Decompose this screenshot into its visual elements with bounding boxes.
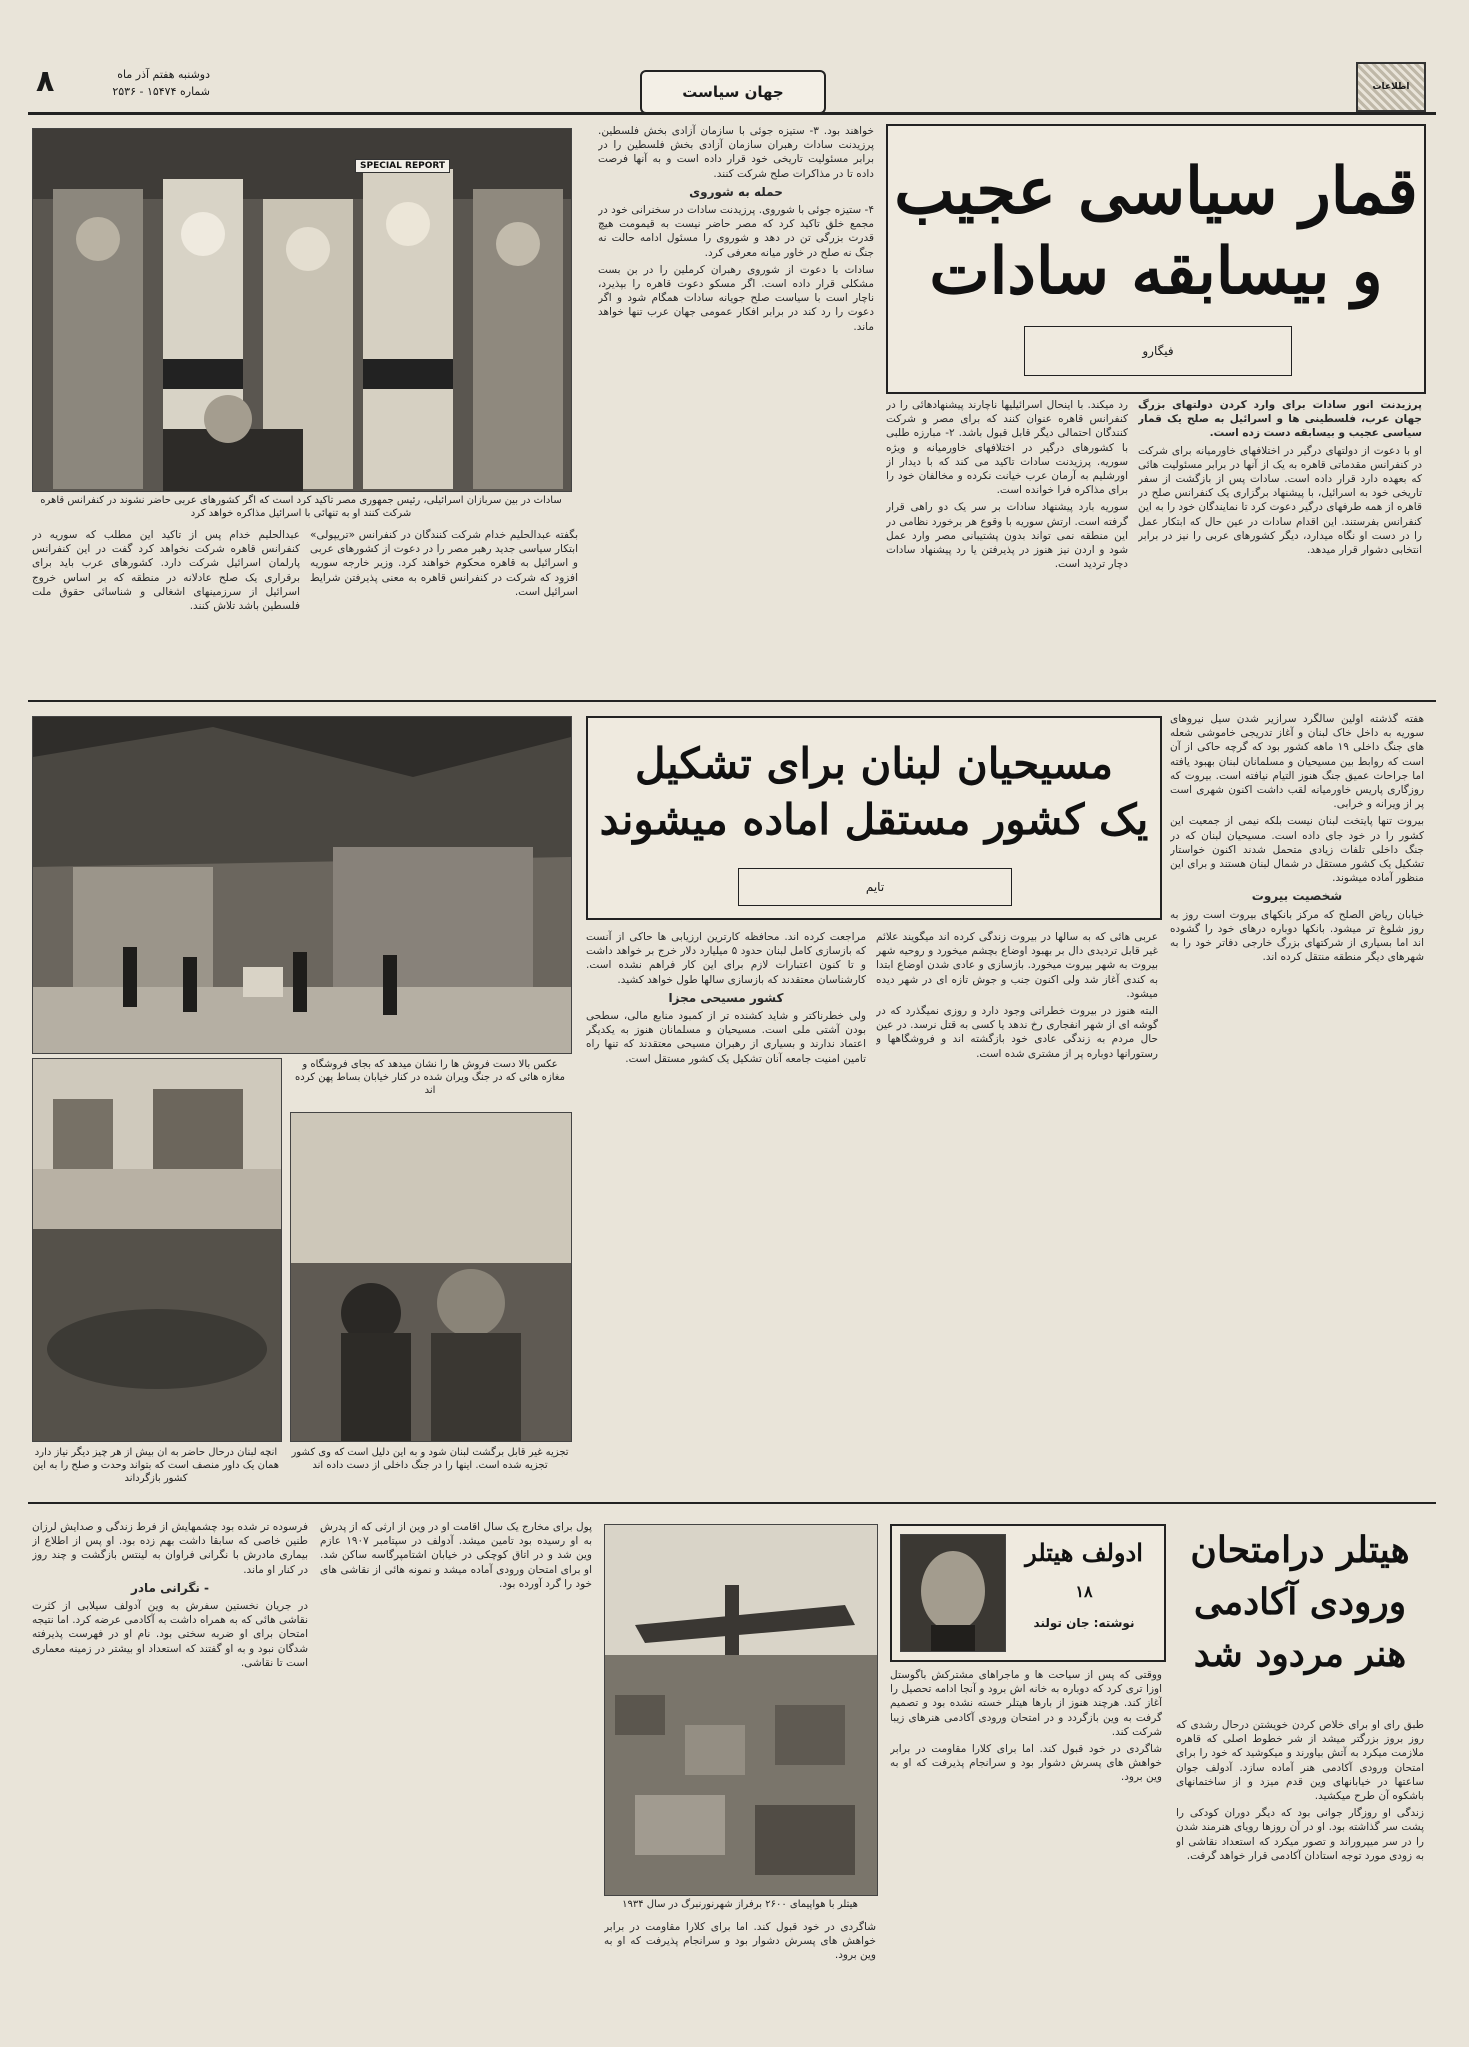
article3-photo	[604, 1524, 878, 1896]
article3-column-3	[320, 1520, 592, 2030]
sadat-soldiers-photo	[33, 129, 571, 491]
article3-headline-line3: هنر مردود شد	[1193, 1633, 1407, 1675]
article3-col1-b: زندگی او روزگار جوانی بود که دیگر دوران کودکی را پشت سر گذاشته بود. او در آن روزها رویای هنرمند شدن را در سر میپروراند و تصور میکرد که استعداد نقاشی او به زودی مورد توجه استادان آکادمی قرار خواهد گرفت.	[1176, 1807, 1424, 1862]
article3-col2-b: شاگردی در خود قبول کند. اما برای کلارا مقاومت در برابر خواهش های پسرش دشوار بود و سرانجام پذیرفت که او به وین برود.	[890, 1743, 1162, 1784]
article1-column-5	[32, 528, 300, 688]
article2-col-left-a: مراجعت کرده اند. محافظه کارترین ارزیابی ها حاکی از آنست که بازسازی کامل لبنان حدود ۵ میلیارد دلار خرج بر خواهد داشت و تا کنون اعتبارات لازم برای این کار فراهم نشده است. کارشناسان معتقدند که بازسازی سالها طول خواهد کشید.	[586, 931, 866, 986]
article2-photo2-caption: تجزیه غیر قابل برگشت لبنان شود و به این دلیل است که وی کشور تجزیه شده است. اینها را در جنگ داخلی از دست داده اند	[291, 1447, 569, 1471]
article2-headline-box	[586, 716, 1162, 920]
article1-photo-caption: سادات در بین سربازان اسرائیلی، رئیس جمهوری مصر تاکید کرد است که اگر کشورهای عربی حاضر نشوند در کنفرانس قاهره شرکت کنند او به تنهائی با اسرائیل مذاکره خواهد کرد	[40, 495, 562, 519]
newspaper-logo	[1356, 62, 1426, 112]
article2-photo3-caption: انچه لبنان درحال حاضر به ان بیش از هر چیز دیگر نیاز دارد همان یک داور منصف است که بتواند وحدت و صلح را به این کشور بازگرداند	[32, 1447, 280, 1484]
article2-col-right-a: هفته گذشته اولین سالگرد سرازیر شدن سیل نیروهای سوریه به داخل خاک لبنان و آغاز تدریجی خاموشی شعله های جنگ داخلی ۱۹ ماهه کشور بود که گرچه حاکی از آن است که روابط بین مسیحیان و مسلمانان لبنان بهبود یافته اما جراحات عمیق جنگ هنوز التیام نیافته است. بیروت که روزگاری پاریس خاورمیانه لقب داشت اکنون شهری است پر از ویرانه و خرابی.	[1170, 713, 1424, 811]
article2-col-mid-b: البته هنوز در بیروت خطراتی وجود دارد و روزی نمیگذرد که در گوشه ای از شهر انفجاری رخ ندهد یا کسی به قتل نرسد. در عین حال مردم به زندگی عادی خود بازگشته اند و فروشگاهها و رستورانها دوباره پر از مشتری شده است.	[876, 1005, 1158, 1060]
article3-col3-tail: شاگردی در خود قبول کند. اما برای کلارا مقاومت در برابر خواهش های پسرش دشوار بود و سرانجام پذیرفت که او به وین برود.	[604, 1921, 876, 1962]
article3-column-2	[890, 1668, 1162, 2030]
article3-col2: ووقتی که پس از سیاحت ها و ماجراهای مشترکش باگوستل اوزا تری کرد که دوباره به خانه اش برود و آنجا ادامه تحصیل را آغاز کند. هرچند هنوز از بارها هیتلر خسته نشده بود و تصمیم گرفت به وین بازگردد و در امتحان ورودی آکادمی هنرهای زیبا شرکت کند.	[890, 1669, 1162, 1738]
article3-photo-caption: هیتلر با هواپیمای ۲۶۰۰ برفراز شهرنورنبرگ در سال ۱۹۳۴	[622, 1899, 858, 1910]
article3-col4-b: در جریان نخستین سفرش به وین آدولف سیلابی از کثرت نقاشی هائی که به همراه داشت به آکادمی عرضه کرد. اما نتیجه امتحان برای او ضربه سختی بود. نام او در فهرست پذیرفته شدگان نبود و به او گفتند که استعداد او بیشتر در زمینه معماری است تا نقاشی.	[32, 1600, 308, 1669]
article3-subhead: - نگرانی مادر	[130, 1580, 210, 1595]
group-photo	[291, 1113, 571, 1441]
series-author: نوشته: جان تولند	[1033, 1616, 1135, 1630]
article1-body3: سوریه بارد پیشنهاد سادات بر سر یک دو راهی قرار گرفته است. ارتش سوریه با وقوع هر برخورد نظامی در این منطقه نمی تواند بدون پشتیبانی مصر وارد عمل شود و اردن نیز هنوز در پذیرفتن یا رد پیشنهاد سادات دچار تردید است.	[886, 501, 1128, 571]
article3-headline-line2: ورودی آکادمی	[1193, 1581, 1407, 1623]
article1-headline-line1: قمار سیاسی عجیب	[894, 154, 1418, 229]
article1-column-1	[1138, 398, 1422, 690]
article1-col2-a: خواهند بود. ۳- ستیزه جوئی با سازمان آزادی بخش فلسطین. پرزیدنت سادات رهبران سازمان آزادی بخش فلسطین را در برابر مسئولیت تاریخی خود قرار داده است و به آنها فرصت داده تا در مذاکرات صلح شرکت کنند.	[598, 125, 874, 180]
article2-column-3	[586, 930, 866, 1422]
article3-series-box	[890, 1524, 1166, 1662]
article3-column-1	[1176, 1718, 1424, 2030]
logo-text: اطلاعات	[1372, 82, 1410, 92]
date-line: دوشنبه هفتم آذر ماه	[117, 68, 210, 81]
article1-source	[1024, 326, 1292, 376]
article2-photo-street	[32, 716, 572, 1054]
article1-column-3	[598, 124, 874, 684]
section-title-text: جهان سیاست	[682, 83, 784, 101]
article2-photo1-caption: عکس بالا دست فروش ها را نشان میدهد که بجای فروشگاه و مغازه هائی که در جنگ ویران شده در کنار خیابان بساط پهن کرده اند	[295, 1059, 565, 1096]
section-title	[640, 70, 826, 114]
article1-body2: رد میکند. با اینحال اسرائیلیها ناچارند پیشنهادهائی را در کنفرانس قاهره عنوان کنند که برای مصر و شرکت کنندگان احتمالی دیگر قابل قبول باشد. ۲- مبارزه طلبی با کشورهای درگیر در اختلافهای خاورمیانه و ویژه سوریه. پرزیدنت سادات تاکید می کند که با دیدار از اورشلیم به آرمان عرب خیانت نکرده و مخالفان خود را برای مذاکره فرا خوانده است.	[886, 399, 1128, 497]
article1-column-2	[886, 398, 1128, 690]
article1-intro: پرزیدنت انور سادات برای وارد کردن دولتهای بزرگ جهان عرب، فلسطینی ها و اسرائیل به صلح یک قمار سیاسی عجیب و بیسابقه دست زده است.	[1138, 399, 1422, 440]
article2-col-mid-a: عربی هائی که به سالها در بیروت زندگی کرده اند میگویند علائم غیر قابل تردیدی دال بر بهبود اوضاع بچشم میخورد و روحیه شهر بیروت به شهر بیروت میخورد. بازسازی و عادی شدن اوضاع ابتدا به کندی آغاز شد ولی اکنون جنب و جوش تازه ای در شهر دیده میشود.	[876, 931, 1158, 1000]
article2-col-right-b: بیروت تنها پایتخت لبنان نیست بلکه نیمی از جمعیت این کشور را در خود جای داده است. مسیحیان لبنان که در جنگ داخلی تلفات زیادی متحمل شدند اکنون خواستار تشکیل یک کشور مستقل در شمال لبنان هستند و برای این منظور آماده میشوند.	[1170, 815, 1424, 885]
article1-headline-box	[886, 124, 1426, 394]
article1-photo	[32, 128, 572, 492]
page-number: ۸	[36, 64, 55, 99]
article2-photo-harbor	[32, 1058, 282, 1442]
article2-column-2	[876, 930, 1158, 1422]
article2-subhead-right: شخصیت بیروت	[1251, 889, 1343, 904]
episode-number: ۱۸	[1075, 1582, 1093, 1601]
beirut-street-photo	[33, 717, 571, 1053]
article1-headline-line2: و بیسابقه سادات	[929, 234, 1383, 309]
article1-col2-c: سادات با دعوت از شوروی رهبران کرملین را در بن بست مشکلی قرار داده است. اگر مسکو دعوت قاهره را بپذیرد، ناچار است با سیاست صلح جویانه سادات همگام شود و اگر دعوت را رد کند در برابر افکار عمومی جهان عرب تنها خواهد ماند.	[598, 263, 874, 333]
article2-subhead-left: کشور مسیحی مجزا	[668, 990, 784, 1005]
special-report-tag: SPECIAL REPORT	[355, 159, 450, 173]
article1-col3: بگفته عبدالحلیم خدام شرکت کنندگان در کنفرانس «تریپولی» ابتکار سیاسی جدید رهبر مصر را در دعوت از کشورهای عربی و اسرائیل به قاهره محکوم خواهند کرد. وزیر خارجه سوریه افزود که شرکت در کنفرانس قاهره به معنی پذیرفتن شرایط اسرائیل است.	[310, 529, 578, 598]
divider-1	[28, 700, 1436, 702]
article3-col1: طبق رای او برای خلاص کردن خویشتن درحال رشدی که روز بروز بزرگتر میشد از شر خطوط اصلی که قاهره ملازمت میکرد به آتش بیاورند و میکوشید که خود را برای امتحان ورودی آکادمی هنر آماده سازد. آدولف جوان ساعتها در خیابانهای وین قدم میزد و از ساختمانهای باشکوه آن طرح میکشید.	[1176, 1719, 1424, 1803]
article2-photo-group	[290, 1112, 572, 1442]
article1-body: او با دعوت از دولتهای درگیر در اختلافهای خاورمیانه برای شرکت در کنفرانس مقدماتی قاهره به یک از آنها در برابر مسئولیت هائی که بعهده دارد قرار داده است. سادات پس از بازگشت از سفر تاریخی خود به اسرائیل، با پیشنهاد برگزاری یک کنفرانس صلح در قاهره از همه طرفهای درگیر دعوت کرد تا نمایندگان خود را به این کنفرانس بفرستند. این اقدام سادات در عین حال که ابتکار عمل را در دست او نگاه میدارد، دیگر کشورهای عربی را نیز در برابر انتخابی دشوار قرار میدهد.	[1138, 444, 1422, 557]
divider-2	[28, 1502, 1436, 1504]
article1-subhead: حمله به شوروی	[689, 184, 783, 199]
article1-source-text: فیگارو	[1142, 344, 1174, 358]
date-block	[70, 66, 210, 100]
article2-column-1	[1170, 712, 1424, 1422]
article2-headline-line2: یک کشور مستقل اماده میشوند	[599, 795, 1149, 844]
harbor-photo	[33, 1059, 281, 1441]
article1-column-4	[310, 528, 578, 688]
article1-col2-b: ۴- ستیزه جوئی با شوروی. پرزیدنت سادات در سخنرانی خود در مجمع خلق تاکید کرد که مصر حاضر نیست به قیمومت هیچ قدرت بزرگی تن در دهد و شوروی را مسئول ادامه حالت نه جنگ نه صلح در خاور میانه معرفی کرد.	[598, 204, 874, 259]
article3-column-3b	[604, 1920, 876, 2030]
article3-col3: پول برای مخارج یک سال اقامت او در وین از ارثی که از پدرش به او رسیده بود تامین میشد. آدولف در سپتامبر ۱۹۰۷ عازم وین شد و در اتاق کوچکی در خیابان اشتامپرگاسه ساکن شد. او برای امتحان ورودی آماده میشد و نمونه هائی از نقاشی های خود را گرد آورده بود.	[320, 1521, 592, 1590]
article3-col4: فرسوده تر شده بود چشمهایش از فرط زندگی و صدایش لرزان طنین خاصی که سابقا داشت بهم زده بود. او پس از اطلاع از بیماری مادرش با نگرانی فراوان به لینتس بازگشت و چند روز در کنار او ماند.	[32, 1521, 308, 1576]
article3-headline-block	[1176, 1524, 1424, 1710]
nuremberg-aerial-photo	[605, 1525, 877, 1895]
issue-line: ۲۵۳۶ - شماره ۱۵۴۷۴	[112, 85, 210, 98]
article2-source	[738, 868, 1012, 906]
header-rule	[28, 112, 1436, 115]
portrait-photo	[901, 1535, 1005, 1651]
article3-headline-line1: هیتلر درامتحان	[1190, 1529, 1410, 1571]
article1-col4: عبدالحلیم خدام پس از تاکید این مطلب که سوریه در کنفرانس قاهره شرکت نخواهد کرد گفت در این کنفرانس پارلمان اسرائیل شرکت دارد. کشورهای عرب باید برای برقراری یک صلح عادلانه در منطقه که بر اساس خروج اسرائیل از سرزمینهای اشغالی و شناسائی حقوق ملت فلسطین باشد تلاش کنند.	[32, 529, 300, 613]
article2-source-text: تایم	[865, 880, 885, 894]
article3-column-4	[32, 1520, 308, 2030]
hitler-portrait	[900, 1534, 1006, 1652]
series-title: ادولف هیتلر	[1025, 1538, 1143, 1567]
article2-headline-line1: مسیحیان لبنان برای تشکیل	[635, 739, 1113, 788]
article2-col-right-c: خیابان ریاض الصلح که مرکز بانکهای بیروت است روز به روز شلوغ تر میشود. بانکها دوباره درهای خود را گشوده اند اما بسیاری از شرکتهای بزرگ خارجی دفاتر خود را به شهرهای دیگر منطقه منتقل کرده اند.	[1170, 908, 1424, 964]
article2-col-left-b: ولی خطرناکتر و شاید کشنده تر از کمبود منابع مالی، سطحی بودن آشتی ملی است. مسیحیان و مسلمانان هنوز به یکدیگر اعتماد ندارند و بسیاری از رهبران مسیحی معتقدند که تنها راه تامین امنیت جامعه آنان تشکیل یک کشور مستقل است.	[586, 1010, 866, 1065]
